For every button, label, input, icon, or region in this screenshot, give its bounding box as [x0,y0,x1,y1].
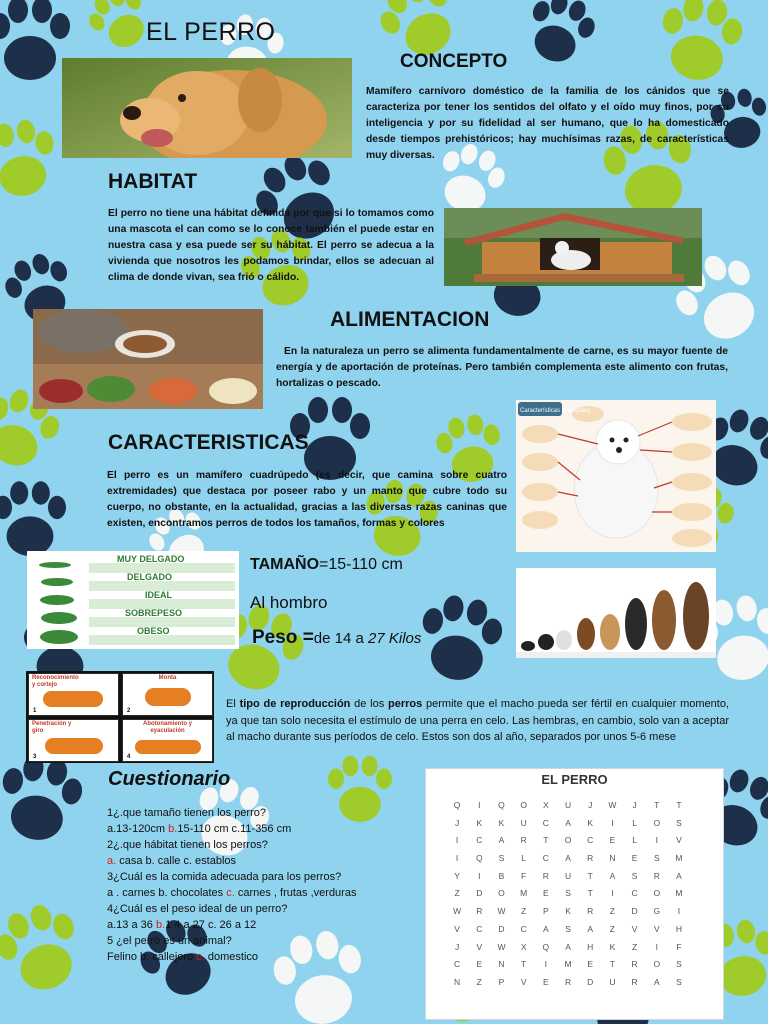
habitat-heading: HABITAT [108,170,198,193]
quiz-line [107,853,356,869]
word-search-letter: Z [521,906,527,917]
word-search-letter: N [609,853,616,864]
dog-silhouette [43,691,103,707]
word-search-letter: W [497,906,506,917]
quiz-line [107,901,356,917]
peso-value: 27 Kilos [368,630,422,647]
dog-food-photo [33,309,263,409]
word-search-row [446,850,690,868]
word-search-letter: K [609,941,616,952]
caracteristicas-heading: CARACTERISTICAS [108,431,309,454]
reproduction-cell-num: 2 [127,708,131,714]
word-search-letter: D [498,923,505,934]
word-search-letter: Q [475,853,483,864]
reproduction-cell-num: 3 [33,754,37,760]
word-search-letter: P [498,976,505,987]
word-search-letter: V [676,835,682,846]
quiz-line [107,821,356,837]
reproduccion-text-end: permite que el macho pueda ser fértil en cualquier momento, ya que tan solo necesita el estímulo de una perra en celo. Las hembras, en cambio, solo van a aceptar al macho durante sus períodos de celo. Estos son dos al año, separados por unos 5-6 mese [226,698,729,743]
word-search-letter: A [543,923,549,934]
word-search-letter: F [676,941,682,952]
weight-label-muy-delgado: MUY DELGADO [117,554,185,564]
word-search-row [446,903,690,921]
word-search-letter: W [453,906,462,917]
quiz-line [107,933,356,949]
word-search-letter: A [587,923,594,934]
word-search-letter: I [455,835,459,846]
word-search-row [446,885,690,903]
word-search-letter: Z [631,941,638,952]
word-search-letter: B [498,870,505,881]
alimentacion-text: En la naturaleza un perro se alimenta fundamentalmente de carne, es su mayor fuente de energía y de aportación de proteínas. Pero también complementa este alimento con frutas, hortalizas o pescado. [276,346,728,389]
word-search-letter: Z [609,906,615,917]
habitat-text: El perro no tiene una hábitat definida por que si lo tomamos como una mascota el can como se lo conoce también el puede estar en nuestra casa y esa puede ser su hábitat. El perro se adecua a la vivienda que nosotros les podamos brindar, ellos se adecuan al clima de donde vivan, sea frió o cálido. [108,208,434,283]
word-search-letter: K [587,817,594,828]
word-search-letter: I [478,870,481,881]
quiz-text: 5 ¿el perro es un animal? [107,935,232,947]
cuestionario-heading: Cuestionario [108,768,231,790]
word-search-letter: Q [498,800,505,810]
quiz-line [107,805,356,821]
word-search-puzzle [425,768,724,1020]
quiz-answer-marker: b. [155,919,166,931]
weight-label-delgado: DELGADO [127,572,172,582]
word-search-letter: A [565,941,571,952]
reproduccion-bold-tipo: tipo de reproducción [239,698,351,710]
word-search-letter: I [655,835,658,846]
word-search-letter: A [609,870,616,881]
word-search-letter: Y [454,870,460,881]
word-search-row [446,797,690,815]
word-search-letter: Q [453,800,461,810]
word-search-letter: O [653,817,661,828]
word-search-letter: U [564,870,572,881]
quiz-text: 3¿Cuál es la comida adecuada para los perros? [107,871,342,883]
word-search-row [446,832,690,850]
reproduction-diagram [26,671,214,763]
word-search-letter: N [498,959,505,970]
word-search-letter: D [587,976,594,987]
word-search-letter: M [675,853,683,864]
word-search-letter: K [476,817,483,828]
peso-label: Peso = [252,627,314,648]
word-search-letter: O [520,800,527,810]
word-search-letter: M [675,888,683,899]
word-search-letter: C [542,817,549,828]
word-search-letter: C [631,888,638,899]
reproduction-cell-2 [122,673,213,716]
word-search-letter: R [520,835,527,846]
word-search-letter: I [611,888,614,899]
word-search-letter: O [653,959,661,970]
word-search-letter: D [476,888,483,899]
word-search-letter: T [587,870,593,881]
word-search-letter: H [587,941,594,952]
reproduction-cell-4 [122,719,213,762]
golden-retriever-photo [62,58,352,158]
concepto-heading: CONCEPTO [400,51,508,72]
word-search-letter: E [631,853,638,864]
quiz-text: domestico [204,951,259,963]
quiz-answer-marker: c. [226,887,235,899]
quiz-line [107,885,356,901]
word-search-letter: T [587,888,593,899]
word-search-letter: R [631,976,638,987]
word-search-letter: S [676,959,682,970]
reproduction-cell-num: 4 [127,754,131,760]
word-search-letter: J [588,800,593,810]
reproduccion-bold-perros: perros [388,698,423,710]
word-search-letter: L [521,853,527,864]
word-search-letter: R [564,976,572,987]
word-search-letter: A [565,853,571,864]
characteristics-diagram [516,400,716,552]
word-search-letter: C [520,923,527,934]
word-search-letter: M [564,959,572,970]
concepto-text: Mamífero carnívoro doméstico de la familia de los cánidos que se caracteriza por tener los sentidos del olfato y el oído muy finos, por su inteligencia y por su fidelidad al ser humano, que lo ha domesticado desde tiempos prehistóricos; hay muchísimas razas, de características muy diversas. [366,86,729,161]
word-search-letter: T [543,835,549,846]
page-title: EL PERRO [146,18,276,46]
word-search-letter: S [498,853,505,864]
word-search-letter: R [631,959,638,970]
word-search-letter: Q [542,941,550,952]
dog-silhouette [135,740,201,754]
word-search-letter: O [498,888,505,899]
word-search-letter: V [454,923,460,934]
word-search-title: EL PERRO [541,772,608,787]
word-search-letter: W [608,800,617,810]
word-search-letter: S [631,870,638,881]
dog-house-photo [444,208,702,286]
word-search-letter: I [611,817,614,828]
reproduction-cell-label: Monta [158,675,177,681]
quiz-text: 1¿.que tamaño tienen los perro? [107,807,266,819]
dog-silhouette [45,738,103,754]
word-search-letter: Z [609,923,615,934]
word-search-letter: E [543,888,549,899]
peso-prefix: de 14 a [313,630,369,647]
body-condition-chart [27,551,239,649]
quiz-text: a.13 a 36 [107,919,156,931]
word-search-letter: A [565,817,571,828]
quiz-answer-marker: b. [168,823,178,835]
word-search-letter: K [565,906,571,917]
word-search-letter: S [653,853,660,864]
reproduction-cell-1 [28,673,119,716]
reproduction-cell-label: Abotonamiento y eyaculación [143,721,192,734]
quiz-text: 2¿.que hábitat tienen los perros? [107,839,268,851]
word-search-letter: J [454,941,460,952]
word-search-row [446,921,690,939]
peso-line [252,627,421,649]
quiz-line [107,949,356,965]
weight-label-obeso: OBESO [137,626,170,636]
word-search-letter: U [564,800,572,810]
word-search-letter: V [476,941,483,952]
word-search-letter: A [653,976,660,987]
word-search-row [446,939,690,957]
word-search-letter: I [655,941,658,952]
reproduction-cell-label: Reconocimiento y cortejo [32,675,79,688]
reproduccion-text-start: El [226,698,240,710]
word-search-letter: R [476,906,483,917]
word-search-letter: P [543,906,549,917]
word-search-letter: K [498,817,505,828]
word-search-letter: E [609,835,616,846]
word-search-letter: T [676,800,682,810]
reproduccion-text [226,696,729,746]
word-search-letter: I [544,959,548,970]
word-search-letter: O [564,835,572,846]
quiz-text: carnes , frutas ,verduras [234,887,357,899]
quiz-line [107,837,356,853]
word-search-letter: X [520,941,527,952]
word-search-letter: C [454,959,461,970]
word-search-row [446,956,690,974]
word-search-letter: L [632,817,637,828]
word-search-letter: Z [476,976,482,987]
word-search-grid [446,797,690,992]
reproduction-cell-3 [28,719,119,762]
weight-label-ideal: IDEAL [145,590,172,600]
word-search-row [446,868,690,886]
caracteristicas-text: El perro es un mamífero cuadrúpedo (es decir, que camina sobre cuatro extremidades) que destaca por poseer rabo y un manto que cubre todo su cuerpo, no obstante, en la actualidad, gracias a las diversas razas caninas que existen, encontramos perros de todos los tamaños, formas y colores [107,470,507,529]
word-search-letter: T [521,959,527,970]
word-search-letter: R [587,853,594,864]
word-search-letter: I [478,800,481,810]
cuestionario-list [107,805,356,965]
quiz-answer-marker: c. [196,951,205,963]
word-search-letter: F [521,870,527,881]
word-search-letter: G [653,906,661,917]
reproduction-cell-label: Penetración y giro [32,721,72,734]
word-search-letter: L [632,835,637,846]
weight-label-sobrepeso: SOBREPESO [125,608,183,618]
tamano-line [250,556,403,574]
word-search-letter: W [497,941,506,952]
word-search-letter: E [543,976,549,987]
word-search-letter: U [609,976,616,987]
diagram-title: Características principales [520,408,591,414]
word-search-letter: S [676,817,682,828]
word-search-letter: V [631,923,638,934]
word-search-row [446,815,690,833]
word-search-letter: C [476,923,483,934]
quiz-line [107,869,356,885]
word-search-letter: I [677,906,681,917]
word-search-letter: I [455,853,459,864]
word-search-letter: A [498,835,505,846]
quiz-text: Felino b. callejero [107,951,197,963]
word-search-letter: R [542,870,549,881]
word-search-letter: V [520,976,527,987]
dog-silhouette [145,688,191,706]
quiz-text: 15-110 cm c.11-356 cm [177,823,292,835]
word-search-letter: C [542,853,549,864]
word-search-letter: N [454,976,461,987]
dog-breeds-photo [516,568,716,658]
word-search-letter: T [654,800,660,810]
word-search-letter: E [587,959,594,970]
word-search-letter: V [653,923,660,934]
word-search-letter: E [476,959,483,970]
word-search-letter: H [675,923,683,934]
word-search-letter: C [587,835,594,846]
word-search-letter: Z [454,888,460,899]
word-search-letter: A [676,870,682,881]
word-search-letter: O [653,888,661,899]
quiz-text: a . carnes b. chocolates [107,887,227,899]
word-search-letter: S [565,923,571,934]
reproduccion-text-mid: de los [350,698,388,710]
quiz-text: casa b. calle c. establos [116,855,237,867]
word-search-letter: J [632,800,637,810]
quiz-line [107,917,356,933]
tamano-value: =15-110 cm [319,556,403,573]
word-search-letter: U [520,817,527,828]
word-search-letter: T [609,959,615,970]
word-search-letter: X [543,800,549,810]
reproduction-cell-num: 1 [33,708,37,714]
quiz-text: a.13-120cm [107,823,169,835]
quiz-text: 1 4 a 27 c. 26 a 12 [165,919,257,931]
word-search-letter: D [631,906,638,917]
quiz-text: 4¿Cuál es el peso ideal de un perro? [107,903,288,915]
word-search-letter: M [520,888,528,899]
word-search-row [446,974,690,992]
word-search-letter: R [653,870,660,881]
tamano-label: TAMAÑO [250,556,320,573]
al-hombro: Al hombro [250,593,328,612]
word-search-letter: C [476,835,483,846]
word-search-letter: S [676,976,682,987]
alimentacion-heading: ALIMENTACION [330,308,490,331]
quiz-answer-marker: a. [107,855,117,867]
word-search-letter: S [565,888,571,899]
word-search-letter: R [587,906,594,917]
word-search-letter: J [454,817,460,828]
